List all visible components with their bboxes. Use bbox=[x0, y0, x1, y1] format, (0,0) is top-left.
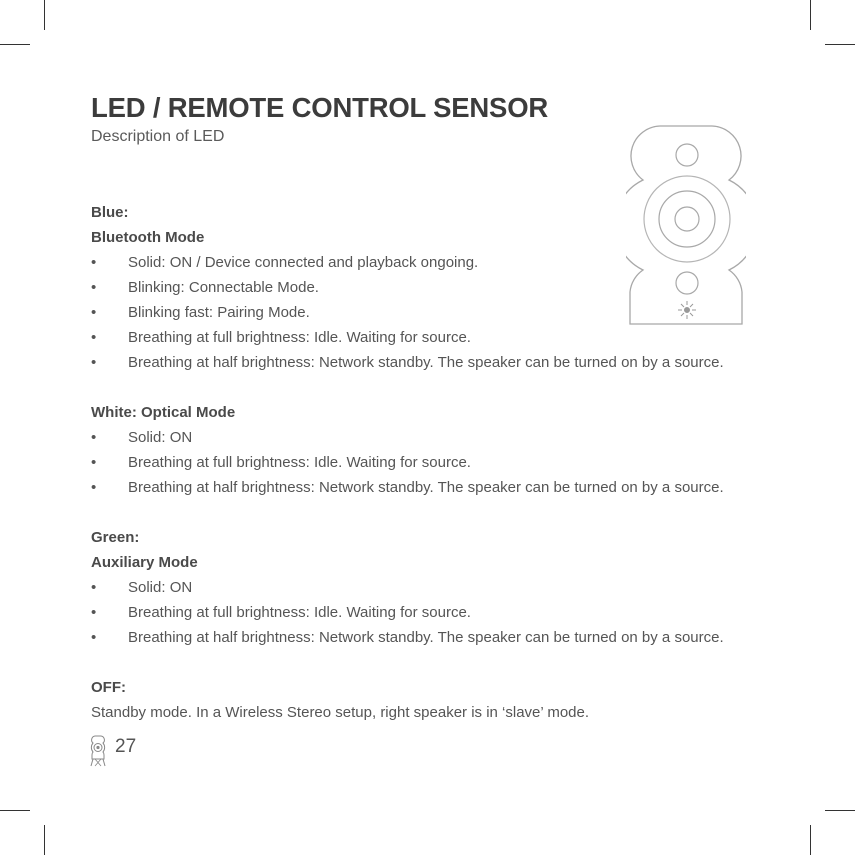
list-item bbox=[91, 350, 791, 375]
list-item bbox=[91, 575, 791, 600]
page-subtitle: Description of LED bbox=[91, 128, 225, 145]
list-item bbox=[91, 250, 791, 275]
crop-mark bbox=[810, 825, 811, 855]
list-item-text: Solid: ON bbox=[128, 579, 193, 596]
section-mode-blue: Bluetooth Mode bbox=[91, 229, 205, 246]
list-item-text: Breathing at full brightness: Idle. Waiting for source. bbox=[128, 329, 471, 346]
bullet-icon: • bbox=[91, 254, 97, 271]
bullet-icon: • bbox=[91, 629, 97, 646]
crop-mark bbox=[825, 810, 855, 811]
bullet-icon: • bbox=[91, 354, 97, 371]
bullet-icon: • bbox=[91, 579, 97, 596]
section-mode-green: Auxiliary Mode bbox=[91, 554, 198, 571]
bullet-icon: • bbox=[91, 304, 97, 321]
list-item-text: Solid: ON bbox=[128, 429, 193, 446]
list-item bbox=[91, 625, 791, 650]
list-item-text: Breathing at half brightness: Network standby. The speaker can be turned on by a source. bbox=[128, 354, 724, 371]
crop-mark bbox=[0, 44, 30, 45]
list-item-text: Breathing at full brightness: Idle. Waiting for source. bbox=[128, 454, 471, 471]
bullet-icon: • bbox=[91, 329, 97, 346]
bullet-icon: • bbox=[91, 479, 97, 496]
list-item-text: Blinking: Connectable Mode. bbox=[128, 279, 319, 296]
page-title: LED / REMOTE CONTROL SENSOR bbox=[91, 92, 549, 123]
section-text-off: Standby mode. In a Wireless Stereo setup, right speaker is in ‘slave’ mode. bbox=[91, 704, 590, 721]
section-heading-off: OFF: bbox=[91, 679, 126, 696]
bullet-icon: • bbox=[91, 279, 97, 296]
crop-mark bbox=[0, 810, 30, 811]
crop-mark bbox=[825, 44, 855, 45]
bullet-icon: • bbox=[91, 429, 97, 446]
bullet-icon: • bbox=[91, 604, 97, 621]
list-item-text: Breathing at full brightness: Idle. Waiting for source. bbox=[128, 604, 471, 621]
list-item-text: Breathing at half brightness: Network standby. The speaker can be turned on by a source. bbox=[128, 479, 724, 496]
list-item bbox=[91, 600, 791, 625]
led-description bbox=[91, 200, 791, 725]
list-item bbox=[91, 475, 791, 500]
list-item bbox=[91, 425, 791, 450]
list-item-text: Solid: ON / Device connected and playback ongoing. bbox=[128, 254, 479, 271]
list-item bbox=[91, 300, 791, 325]
list-item-text: Blinking fast: Pairing Mode. bbox=[128, 304, 310, 321]
section-heading-blue: Blue: bbox=[91, 204, 129, 221]
crop-mark bbox=[44, 825, 45, 855]
list-item bbox=[91, 325, 791, 350]
list-item-text: Breathing at half brightness: Network standby. The speaker can be turned on by a source. bbox=[128, 629, 724, 646]
section-heading-green: Green: bbox=[91, 529, 140, 546]
bullet-icon: • bbox=[91, 454, 97, 471]
section-heading-white: White: Optical Mode bbox=[91, 404, 236, 421]
list-item bbox=[91, 275, 791, 300]
page-number: 27 bbox=[115, 736, 137, 757]
speaker-logo-icon bbox=[90, 735, 106, 767]
list-item bbox=[91, 450, 791, 475]
crop-mark bbox=[44, 0, 45, 30]
crop-mark bbox=[810, 0, 811, 30]
